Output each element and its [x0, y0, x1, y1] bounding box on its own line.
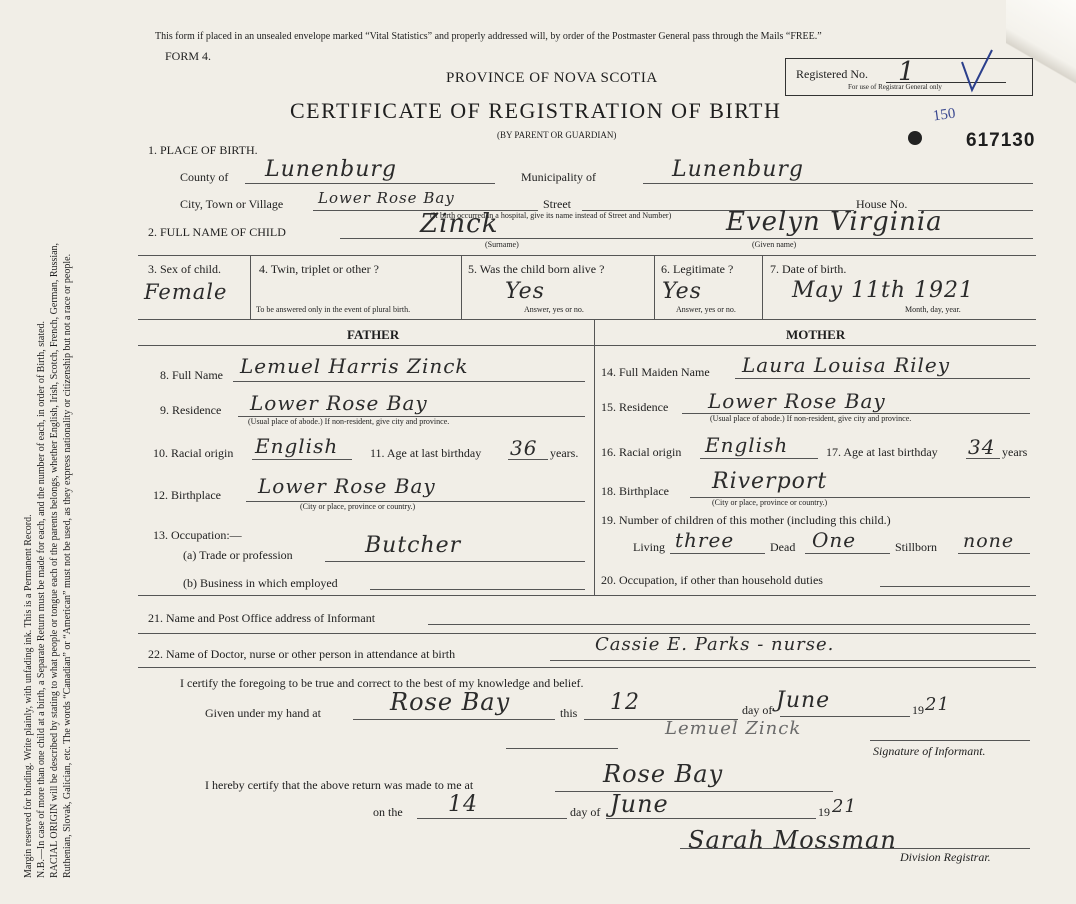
legitimate-value: Yes — [662, 279, 702, 304]
dob-value: May 11th 1921 — [792, 278, 975, 303]
dead-label: Dead — [770, 540, 796, 554]
father-residence-caption: (Usual place of abode.) If non-resident, give city and province. — [248, 417, 450, 426]
county-value: Lunenburg — [265, 157, 397, 182]
father-race: English — [255, 434, 339, 458]
certificate-subtitle: (BY PARENT OR GUARDIAN) — [497, 130, 617, 140]
given-under-hand-label: Given under my hand at — [205, 706, 321, 720]
child-name-label: 2. FULL NAME OF CHILD — [148, 225, 286, 239]
mother-maiden-name: Laura Louisa Riley — [742, 353, 951, 377]
given-year: 21 — [925, 694, 950, 715]
mother-name-label: 14. Full Maiden Name — [601, 365, 710, 379]
twin-label: 4. Twin, triplet or other ? — [259, 262, 379, 276]
child-given-name: Evelyn Virginia — [726, 207, 943, 237]
father-heading: FATHER — [347, 327, 400, 342]
child-surname: Zinck — [420, 209, 499, 239]
city-label: City, Town or Village — [180, 197, 284, 211]
city-value: Lower Rose Bay — [318, 189, 455, 207]
born-alive-caption: Answer, yes or no. — [524, 305, 584, 314]
legitimate-label: 6. Legitimate ? — [661, 262, 734, 276]
father-residence: Lower Rose Bay — [250, 391, 428, 415]
check-mark-icon — [960, 48, 994, 94]
father-race-label: 10. Racial origin — [153, 446, 234, 460]
father-name: Lemuel Harris Zinck — [240, 354, 469, 378]
division-registrar-label: Division Registrar. — [900, 850, 991, 864]
father-trade: Butcher — [365, 533, 462, 558]
given-year-prefix: 19 — [912, 703, 924, 717]
children-count-label: 19. Number of children of this mother (including this child.) — [601, 513, 891, 527]
street-label: Street — [543, 197, 571, 211]
margin-instructions — [22, 38, 74, 878]
municipality-value: Lunenburg — [672, 157, 804, 182]
informant-label: 21. Name and Post Office address of Informant — [148, 611, 376, 625]
stillborn-value: none — [963, 530, 1015, 552]
registered-number: 1 — [898, 57, 916, 87]
registered-label: Registered No. — [796, 67, 868, 81]
attendant-label: 22. Name of Doctor, nurse or other person in attendance at birth — [148, 647, 456, 661]
legitimate-caption: Answer, yes or no. — [676, 305, 736, 314]
trade-label: (a) Trade or profession — [183, 548, 293, 562]
province-heading: PROVINCE OF NOVA SCOTIA — [446, 70, 658, 86]
hospital-note: (If birth occurred in a hospital, give its name instead of Street and Number) — [430, 211, 672, 220]
house-number-label: House No. — [856, 197, 908, 211]
attendant-value: Cassie E. Parks - nurse. — [595, 634, 835, 655]
mother-race: English — [705, 433, 789, 457]
registrar-day-of-label: day of — [570, 805, 601, 819]
mother-years: years — [1002, 445, 1028, 459]
mother-occupation-label: 20. Occupation, if other than household duties — [601, 573, 823, 587]
stamp-small-number: 150 — [931, 105, 957, 125]
given-name-caption: (Given name) — [752, 240, 797, 249]
mother-residence-label: 15. Residence — [601, 400, 669, 414]
father-age-label: 11. Age at last birthday — [370, 446, 482, 460]
sex-label: 3. Sex of child. — [148, 262, 221, 276]
registrar-year-prefix: 19 — [818, 805, 830, 819]
dob-caption: Month, day, year. — [905, 305, 961, 314]
this-label: this — [560, 706, 578, 720]
mother-residence-caption: (Usual place of abode.) If non-resident, give city and province. — [710, 414, 912, 423]
born-alive-value: Yes — [505, 279, 545, 304]
born-alive-label: 5. Was the child born alive ? — [468, 262, 605, 276]
surname-caption: (Surname) — [485, 240, 519, 249]
form-number: FORM 4. — [165, 49, 212, 63]
living-label: Living — [633, 540, 665, 554]
given-day-of-label: day of — [742, 703, 773, 717]
mother-birthplace-label: 18. Birthplace — [601, 484, 669, 498]
mother-birthplace: Riverport — [712, 469, 828, 494]
registrar-certify-text: I hereby certify that the above return was made to me at — [205, 778, 474, 792]
registrar-day: 14 — [448, 792, 478, 817]
father-years: years. — [550, 446, 579, 460]
registrar-use-note: For use of Registrar General only — [848, 83, 942, 91]
given-month: June — [776, 688, 831, 713]
punched-dot — [908, 131, 922, 145]
stillborn-label: Stillborn — [895, 540, 938, 554]
place-of-birth-label: 1. PLACE OF BIRTH. — [148, 143, 258, 157]
father-residence-label: 9. Residence — [160, 403, 222, 417]
certificate-title: CERTIFICATE OF REGISTRATION OF BIRTH — [290, 98, 782, 123]
living-value: three — [675, 528, 735, 552]
registrar-year: 21 — [832, 796, 857, 817]
margin-line-3: RACIAL ORIGIN will be described by stating to what people or tongue each of the parents belongs, whether English, Irish, Scotch, French, German, Russian, — [49, 242, 60, 878]
signature-of-informant-label: Signature of Informant. — [873, 744, 986, 758]
margin-line-1: Margin reserved for binding. Write plainly, with unfading ink. This is a Permanent Record. — [23, 514, 34, 878]
registrar-signature: Sarah Mossman — [688, 826, 897, 854]
informant-certify-text: I certify the foregoing to be true and correct to the best of my knowledge and belief. — [180, 676, 584, 690]
dead-value: One — [812, 528, 857, 552]
mail-notice: This form if placed in an unsealed envelope marked “Vital Statistics” and properly addressed will, by order of the Postmaster General pass through the Mails “FREE.” — [155, 31, 822, 42]
business-label: (b) Business in which employed — [183, 576, 338, 590]
municipality-label: Municipality of — [521, 170, 596, 184]
stamp-number: 617130 — [966, 130, 1036, 151]
father-birthplace-caption: (City or place, province or country.) — [300, 502, 416, 511]
father-age: 36 — [510, 436, 538, 460]
on-the-label: on the — [373, 805, 403, 819]
mother-race-label: 16. Racial origin — [601, 445, 682, 459]
registered-box — [785, 58, 1033, 96]
given-day: 12 — [610, 690, 640, 715]
occupation-label: 13. Occupation:— — [153, 528, 242, 542]
dob-label: 7. Date of birth. — [770, 262, 847, 276]
county-label: County of — [180, 170, 229, 184]
registrar-place: Rose Bay — [603, 760, 724, 788]
mother-heading: MOTHER — [786, 327, 846, 342]
given-place: Rose Bay — [390, 688, 511, 716]
mother-birthplace-caption: (City or place, province or country.) — [712, 498, 828, 507]
margin-line-2: N.B.—In case of more than one child at a birth, a Separate Return must be made for each, and the number of each, in order of Birth, stated. — [36, 320, 47, 878]
sex-value: Female — [144, 280, 228, 304]
registrar-month: June — [610, 790, 669, 818]
mother-age: 34 — [968, 435, 996, 459]
mother-age-label: 17. Age at last birthday — [826, 445, 938, 459]
father-name-label: 8. Full Name — [160, 368, 223, 382]
father-birthplace: Lower Rose Bay — [258, 474, 436, 498]
mother-residence: Lower Rose Bay — [708, 389, 886, 413]
margin-line-4: Ruthenian, Slovak, Galician, etc. The words “Canadian” or “American” must not be used, as they express nationality or citizenship but not a race or people. — [62, 253, 73, 878]
informant-signature: Lemuel Zinck — [665, 718, 802, 739]
twin-note: To be answered only in the event of plural birth. — [256, 305, 411, 314]
father-birthplace-label: 12. Birthplace — [153, 488, 221, 502]
